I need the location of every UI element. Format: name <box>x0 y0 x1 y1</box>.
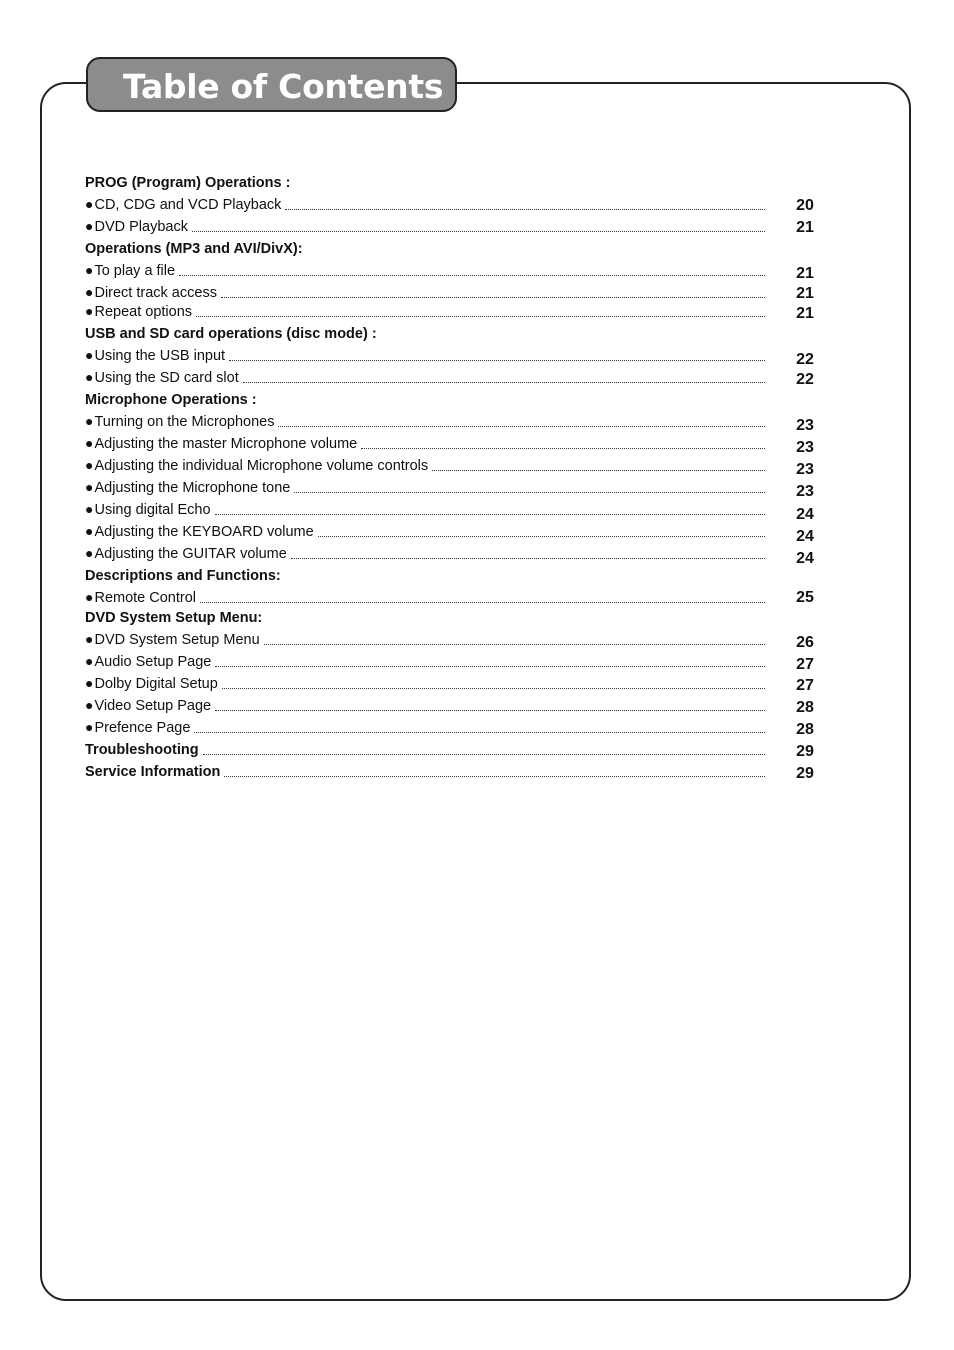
toc-page-number: 21 <box>796 219 814 236</box>
bullet-icon: ● <box>85 262 94 278</box>
toc-item <box>85 673 765 693</box>
toc-entry-label <box>85 195 285 214</box>
toc-entry-text: PROG (Program) Operations : <box>85 175 291 191</box>
bullet-icon: ● <box>85 347 94 363</box>
dot-leader <box>291 557 765 559</box>
toc-entry-label <box>85 630 264 649</box>
toc-page-number: 25 <box>796 589 814 606</box>
dot-leader <box>229 359 765 361</box>
toc-item <box>85 345 765 365</box>
toc-page-number: 28 <box>796 721 814 738</box>
toc-entry-text: Remote Control <box>94 590 197 606</box>
bullet-icon: ● <box>85 303 94 319</box>
toc-entry-label <box>85 763 224 781</box>
dot-leader <box>215 665 765 667</box>
toc-page-number: 23 <box>796 417 814 434</box>
toc-page-number: 23 <box>796 439 814 456</box>
toc-entry-label <box>85 283 221 302</box>
dot-leader <box>224 775 765 777</box>
toc-entry-label <box>85 368 243 387</box>
dot-leader <box>285 208 765 210</box>
toc-entry-label <box>85 588 200 607</box>
dot-leader <box>196 315 765 317</box>
toc-entry-text: Repeat options <box>94 304 193 320</box>
toc-heading <box>85 607 765 627</box>
toc-page-number: 28 <box>796 699 814 716</box>
toc-entry-label <box>85 174 294 192</box>
toc-heading <box>85 761 765 781</box>
toc-entry-text: To play a file <box>94 263 176 279</box>
toc-page-number: 27 <box>796 656 814 673</box>
toc-item <box>85 194 765 214</box>
bullet-icon: ● <box>85 675 94 691</box>
toc-heading <box>85 238 765 258</box>
dot-leader <box>361 447 765 449</box>
toc-entry-label <box>85 500 215 519</box>
dot-leader <box>278 425 765 427</box>
toc-page-number: 22 <box>796 371 814 388</box>
bullet-icon: ● <box>85 545 94 561</box>
toc-entry-label <box>85 696 215 715</box>
toc-item <box>85 282 765 302</box>
toc-page-number: 24 <box>796 528 814 545</box>
toc-entry-label <box>85 718 194 737</box>
toc-entry-text: Using the SD card slot <box>94 370 239 386</box>
bullet-icon: ● <box>85 589 94 605</box>
toc-entry-text: Turning on the Microphones <box>94 414 275 430</box>
toc-entry-text: Descriptions and Functions: <box>85 568 281 584</box>
toc-item <box>85 521 765 541</box>
toc-entry-text: DVD System Setup Menu: <box>85 610 263 626</box>
toc-page-number: 21 <box>796 305 814 322</box>
toc-entry-label <box>85 544 291 563</box>
toc-entry-text: Service Information <box>85 764 221 780</box>
toc-entry-label <box>85 652 215 671</box>
toc-entry-text: Direct track access <box>94 285 217 301</box>
bullet-icon: ● <box>85 501 94 517</box>
toc-entry-label <box>85 674 222 693</box>
toc-page-number: 23 <box>796 461 814 478</box>
toc-entry-text: Operations (MP3 and AVI/DivX): <box>85 241 303 257</box>
toc-page-number: 27 <box>796 677 814 694</box>
toc-entry-text: DVD Playback <box>94 219 188 235</box>
bullet-icon: ● <box>85 697 94 713</box>
dot-leader <box>203 753 765 755</box>
dot-leader <box>179 274 765 276</box>
toc-entry-label <box>85 434 361 453</box>
toc-item <box>85 411 765 431</box>
dot-leader <box>192 230 765 232</box>
dot-leader <box>221 296 765 298</box>
toc-entry-label <box>85 412 278 431</box>
toc-entry-text: Audio Setup Page <box>94 654 212 670</box>
bullet-icon: ● <box>85 457 94 473</box>
dot-leader <box>222 687 765 689</box>
toc-page-number: 24 <box>796 550 814 567</box>
toc-item <box>85 695 765 715</box>
toc-entry-text: Adjusting the individual Microphone volume controls <box>94 458 429 474</box>
page-title: Table of Contents <box>123 67 444 106</box>
bullet-icon: ● <box>85 479 94 495</box>
toc-entry-label <box>85 325 381 343</box>
toc-item <box>85 455 765 475</box>
toc-item <box>85 216 765 236</box>
toc-entry-text: Prefence Page <box>94 720 191 736</box>
dot-leader <box>318 535 765 537</box>
toc-heading <box>85 172 765 192</box>
toc-entry-label <box>85 609 266 627</box>
toc-entry-label <box>85 391 261 409</box>
toc-entry-label <box>85 741 203 759</box>
toc-page-number: 20 <box>796 197 814 214</box>
bullet-icon: ● <box>85 218 94 234</box>
toc-item <box>85 301 765 321</box>
toc-entry-text: Adjusting the KEYBOARD volume <box>94 524 314 540</box>
toc-page-number: 24 <box>796 506 814 523</box>
toc-item <box>85 477 765 497</box>
toc-page-number: 29 <box>796 765 814 782</box>
toc-entry-text: Adjusting the GUITAR volume <box>94 546 287 562</box>
dot-leader <box>215 513 765 515</box>
bullet-icon: ● <box>85 653 94 669</box>
toc-item <box>85 543 765 563</box>
bullet-icon: ● <box>85 413 94 429</box>
toc-entry-text: Microphone Operations : <box>85 392 257 408</box>
toc-entry-label <box>85 261 179 280</box>
toc-heading <box>85 389 765 409</box>
toc-item <box>85 587 765 607</box>
toc-item <box>85 717 765 737</box>
toc-entry-text: Adjusting the Microphone tone <box>94 480 291 496</box>
toc-heading <box>85 323 765 343</box>
toc-page-number: 21 <box>796 265 814 282</box>
dot-leader <box>264 643 765 645</box>
toc-page-number: 26 <box>796 634 814 651</box>
toc-entry-text: USB and SD card operations (disc mode) : <box>85 326 377 342</box>
toc-item <box>85 629 765 649</box>
dot-leader <box>194 731 765 733</box>
toc-entry-text: Video Setup Page <box>94 698 212 714</box>
toc-entry-text: Dolby Digital Setup <box>94 676 218 692</box>
toc-entry-label <box>85 567 285 585</box>
dot-leader <box>200 601 765 603</box>
toc-entry-label <box>85 302 196 321</box>
toc-entry-label <box>85 522 318 541</box>
toc-item <box>85 433 765 453</box>
toc-entry-label <box>85 346 229 365</box>
dot-leader <box>432 469 765 471</box>
bullet-icon: ● <box>85 284 94 300</box>
dot-leader <box>243 381 765 383</box>
bullet-icon: ● <box>85 196 94 212</box>
bullet-icon: ● <box>85 369 94 385</box>
toc-entry-label <box>85 217 192 236</box>
toc-entry-text: DVD System Setup Menu <box>94 632 260 648</box>
toc-heading <box>85 565 765 585</box>
toc-entry-label <box>85 478 294 497</box>
bullet-icon: ● <box>85 631 94 647</box>
toc-entry-text: Troubleshooting <box>85 742 199 758</box>
toc-item <box>85 499 765 519</box>
toc-entry-label <box>85 456 432 475</box>
toc-entry-label <box>85 240 307 258</box>
toc-item <box>85 260 765 280</box>
toc-page-number: 22 <box>796 351 814 368</box>
toc-page-number: 29 <box>796 743 814 760</box>
bullet-icon: ● <box>85 435 94 451</box>
toc-entry-text: Using digital Echo <box>94 502 211 518</box>
toc-entry-text: Using the USB input <box>94 348 226 364</box>
toc-heading <box>85 739 765 759</box>
toc-item <box>85 651 765 671</box>
bullet-icon: ● <box>85 523 94 539</box>
toc-item <box>85 367 765 387</box>
dot-leader <box>215 709 765 711</box>
bullet-icon: ● <box>85 719 94 735</box>
toc-page-number: 23 <box>796 483 814 500</box>
toc-page-number: 21 <box>796 285 814 302</box>
toc-entry-text: CD, CDG and VCD Playback <box>94 197 282 213</box>
toc-entry-text: Adjusting the master Microphone volume <box>94 436 358 452</box>
dot-leader <box>294 491 765 493</box>
